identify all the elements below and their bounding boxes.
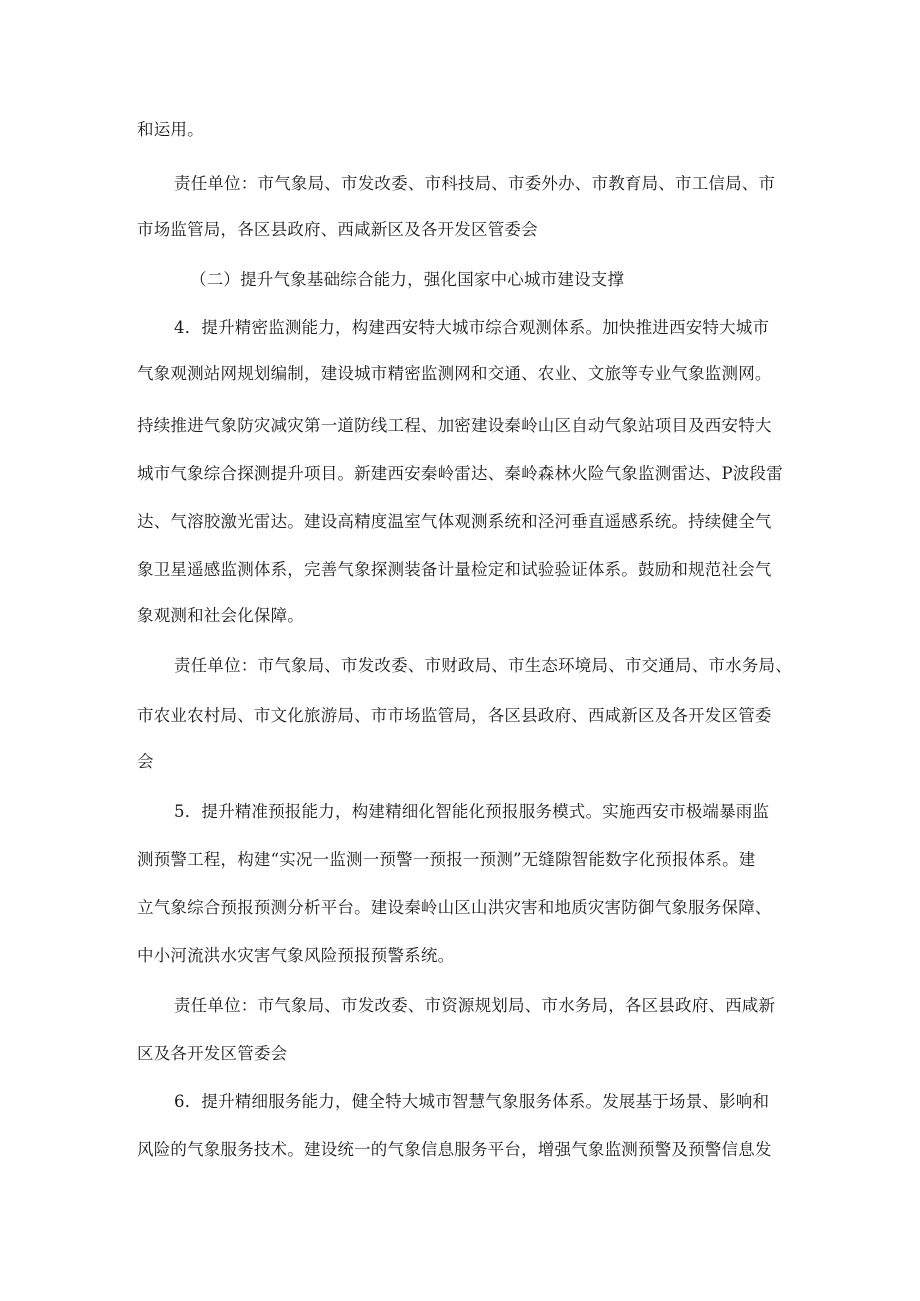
paragraph-line: 气象观测站网规划编制，建设城市精密监测网和交通、农业、文旅等专业气象监测网。 [137, 364, 772, 383]
paragraph-line: 市农业农村局、市文化旅游局、市市场监管局，各区县政府、西咸新区及各开发区管委 [137, 706, 772, 725]
item-heading-4: 4．提升精密监测能力，构建西安特大城市综合观测体系。加快推进西安特大城市 [174, 318, 770, 337]
paragraph-line: 达、气溶胶激光雷达。建设高精度温室气体观测系统和泾河垂直遥感系统。持续健全气 [137, 512, 772, 531]
paragraph-line: 区及各开发区管委会 [137, 1044, 288, 1063]
responsible-units-line: 责任单位：市气象局、市发改委、市科技局、市委外办、市教育局、市工信局、市 [174, 174, 776, 193]
paragraph-line: 象观测和社会化保障。 [137, 606, 304, 625]
paragraph-line: 市场监管局，各区县政府、西咸新区及各开发区管委会 [137, 220, 538, 239]
paragraph-line: 和运用。 [137, 120, 204, 139]
paragraph-line: 城市气象综合探测提升项目。新建西安秦岭雷达、秦岭森林火险气象监测雷达、P波段雷 [137, 464, 783, 483]
paragraph-line: 象卫星遥感监测体系，完善气象探测装备计量检定和试验验证体系。鼓励和规范社会气 [137, 560, 772, 579]
item-heading-5: 5．提升精准预报能力，构建精细化智能化预报服务模式。实施西安市极端暴雨监 [174, 802, 770, 821]
paragraph-line: 风险的气象服务技术。建设统一的气象信息服务平台，增强气象监测预警及预警信息发 [137, 1140, 772, 1159]
paragraph-line: 测预警工程，构建“实况一监测一预警一预报一预测”无缝隙智能数字化预报体系。建 [137, 850, 756, 869]
section-heading: （二）提升气象基础综合能力，强化国家中心城市建设支撑 [190, 270, 625, 289]
paragraph-line: 立气象综合预报预测分析平台。建设秦岭山区山洪灾害和地质灾害防御气象服务保障、 [137, 898, 772, 917]
item-heading-6: 6．提升精细服务能力，健全特大城市智慧气象服务体系。发展基于场景、影响和 [174, 1092, 770, 1111]
responsible-units-line: 责任单位：市气象局、市发改委、市财政局、市生态环境局、市交通局、市水务局、 [174, 656, 792, 675]
paragraph-line: 中小河流洪水灾害气象风险预报预警系统。 [137, 946, 455, 965]
paragraph-line: 会 [137, 752, 154, 771]
responsible-units-line: 责任单位：市气象局、市发改委、市资源规划局、市水务局，各区县政府、西咸新 [174, 996, 776, 1015]
paragraph-line: 持续推进气象防灾减灾第一道防线工程、加密建设秦岭山区自动气象站项目及西安特大 [137, 416, 772, 435]
